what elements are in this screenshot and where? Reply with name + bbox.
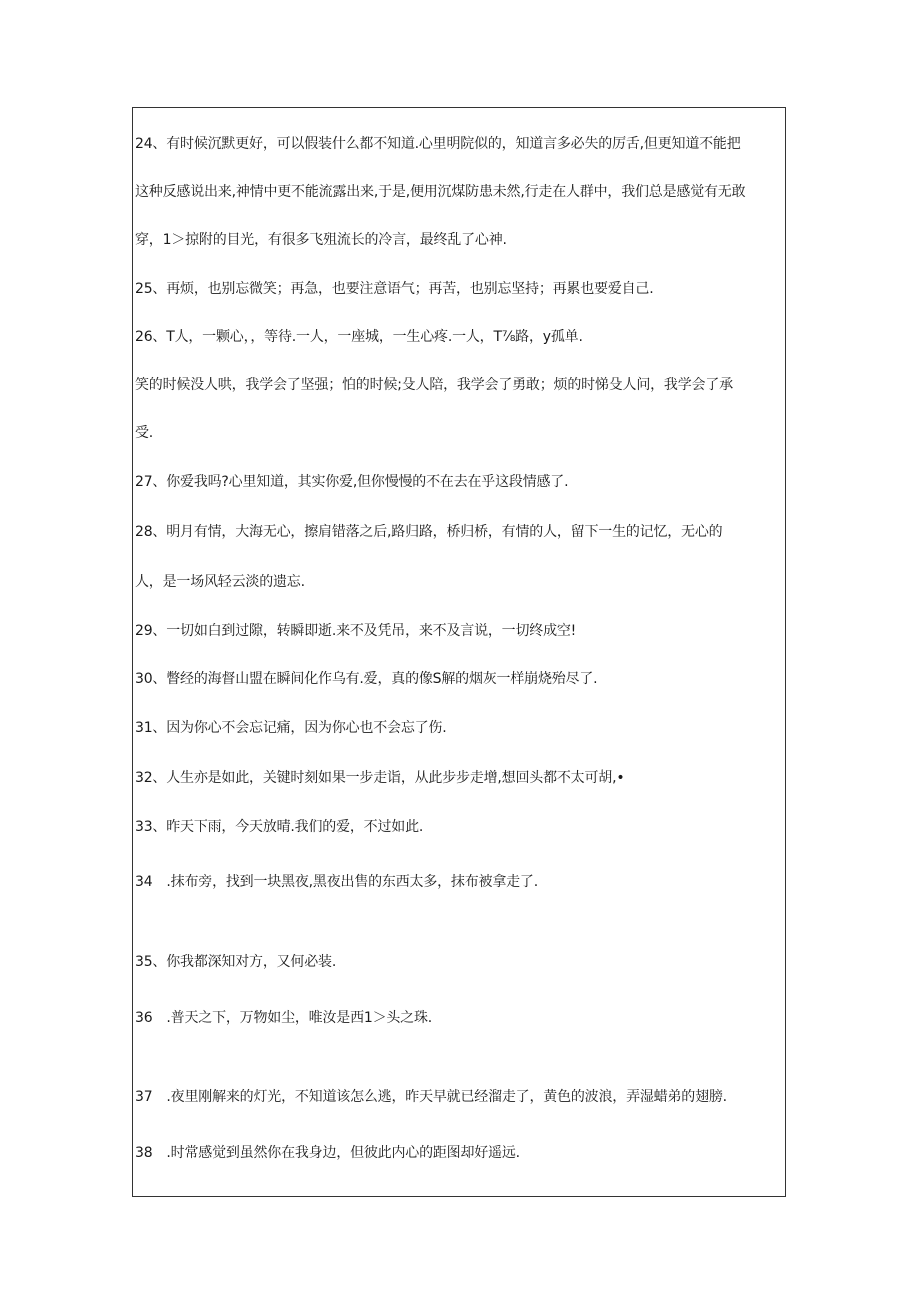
line-number-34: 34	[135, 874, 153, 890]
line-text-37: .夜里刚解来的灯光，不知道该怎么逃，昨天早就已经溜走了，黄色的波浪，弄湿蜡弟的翅膀.	[166, 1089, 727, 1105]
text-line-37	[135, 1088, 781, 1106]
text-line-35: 35、你我都深知对方，又何必装.	[135, 954, 337, 970]
document-border	[132, 107, 786, 1197]
text-line-27: 27、你爱我吗?心里知道，其实你爱,但你慢慢的不在去在乎这段情感了.	[135, 474, 569, 490]
line-text-38: .时常感觉到虽然你在我身边，但彼此内心的距图却好遥远.	[166, 1145, 520, 1161]
text-line-38	[135, 1144, 781, 1162]
text-line-26c: 受.	[135, 425, 154, 441]
line-number-38: 38	[135, 1145, 153, 1161]
text-line-36	[135, 1009, 781, 1027]
text-line-24b: 这种反感说出来,神情中更不能流露出来,于是,便用沉煤防患未然,行走在人群中，我们总是感觉有无敢	[135, 184, 746, 200]
text-line-29: 29、一切如白到过隙，转瞬即逝.来不及凭吊，来不及言说，一切终成空!	[135, 623, 577, 639]
text-line-30: 30、瞥经的海督山盟在瞬间化作乌有.爱，真的像S解的烟灰一样崩烧殆尽了.	[135, 671, 598, 687]
text-line-26: 26、T人，一颗心，，等待.一人，一座城，一生心疼.一人，T⅞路，y孤单.	[135, 329, 583, 345]
text-line-24a: 24、有时候沉默更好，可以假装什么都不知道.心里明院似的，知道言多必失的厉舌,但更知道不能把	[135, 136, 741, 152]
text-line-31: 31、因为你心不会忘记痛，因为你心也不会忘了伤.	[135, 720, 447, 736]
text-line-28b: 人，是一场风轻云淡的遗忘.	[135, 574, 305, 590]
text-line-32: 32、人生亦是如此，关键时刻如果一步走诣，从此步步走增,想回头都不太可胡,•	[135, 770, 625, 786]
line-number-37: 37	[135, 1089, 153, 1105]
text-line-26b: 笑的时候没人哄，我学会了坚强；怕的时候;殳人陪，我学会了勇敢；烦的时悌殳人问，我学会了承	[135, 377, 733, 393]
line-text-36: .普天之下，万物如尘，唯汝是西1＞头之珠.	[166, 1010, 433, 1026]
text-line-25: 25、再烦，也别忘微笑；再急，也要注意语气；再苦，也别忘坚持；再累也要爱自己.	[135, 281, 654, 297]
text-line-28a: 28、明月有情，大海无心，擦肩错落之后,路归路，桥归桥，有情的人，留下一生的记忆，无心的	[135, 524, 723, 540]
text-line-33: 33、昨天下雨，今天放晴.我们的爱，不过如此.	[135, 819, 424, 835]
text-line-24c: 穿，1＞掠附的目光，有很多飞殂流长的冷言，最终乱了心神.	[135, 232, 507, 248]
line-number-36: 36	[135, 1010, 153, 1026]
text-line-34	[135, 873, 781, 891]
line-text-34: .抹布旁，找到一块黑夜,黑夜出售的东西太多，抹布被拿走了.	[166, 874, 538, 890]
